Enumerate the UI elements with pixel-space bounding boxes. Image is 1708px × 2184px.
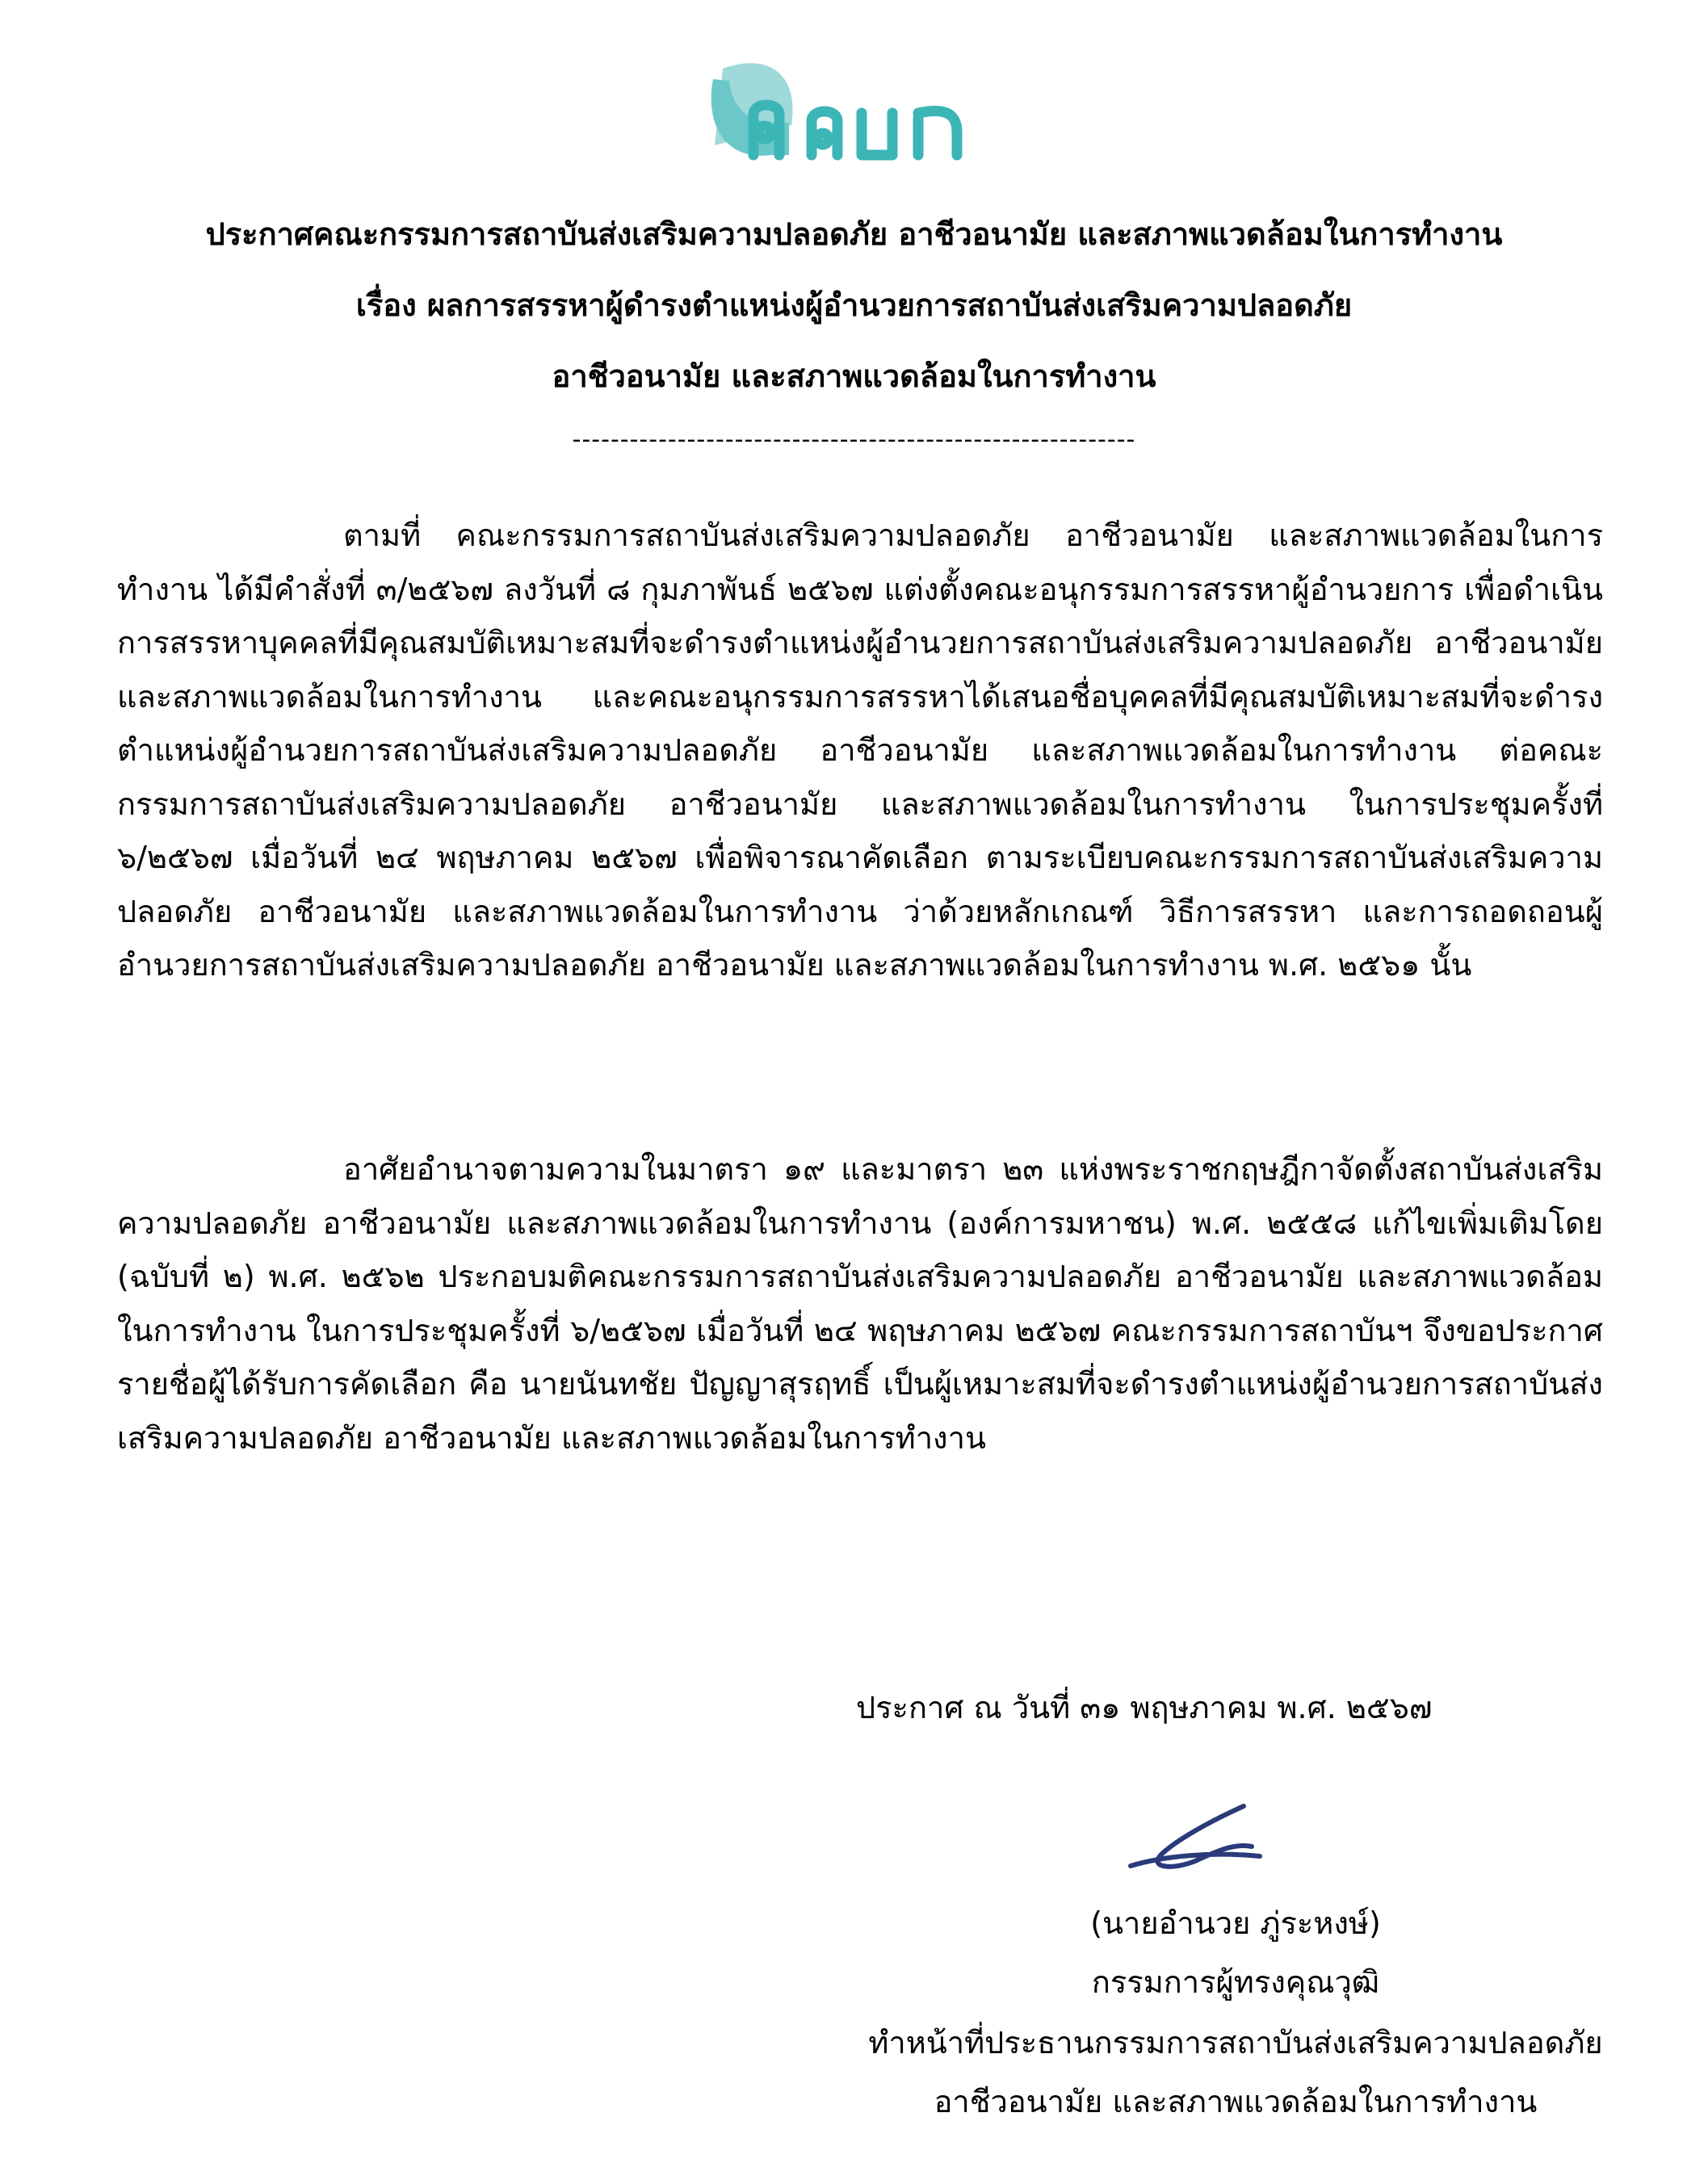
body-paragraph-2: อาศัยอำนาจตามความในมาตรา ๑๙ และมาตรา ๒๓ แห่งพระราชกฤษฎีกาจัดตั้งสถาบันส่งเสริมความปลอดภัย อาชีวอนามัย และสภาพแวดล้อมในการทำงาน (องค์การมหาชน) พ.ศ. ๒๕๕๘ แก้ไขเพิ่มเติมโดย (ฉบับที่ ๒) พ.ศ. ๒๕๖๒ ประกอบมติคณะกรรมการสถาบันส่งเสริมความปลอดภัย อาชีวอนามัย และสภาพแวดล้อมในการทำงาน ในการประชุมครั้งที่ ๖/๒๕๖๗ เมื่อวันที่ ๒๔ พฤษภาคม ๒๕๖๗ คณะกรรมการสถาบันฯ จึงขอประกาศรายชื่อผู้ได้รับการคัดเลือก คือ นายนันทชัย ปัญญาสุรฤทธิ์ เป็นผู้เหมาะสมที่จะดำรงตำแหน่งผู้อำนวยการสถาบันส่งเสริมความปลอดภัย อาชีวอนามัย และสภาพแวดล้อมในการทำงาน xyxy=(117,1151,1603,1456)
body-paragraph-1: ตามที่ คณะกรรมการสถาบันส่งเสริมความปลอดภัย อาชีวอนามัย และสภาพแวดล้อมในการทำงาน ได้มีคำสั่งที่ ๓/๒๕๖๗ ลงวันที่ ๘ กุมภาพันธ์ ๒๕๖๗ แต่งตั้งคณะอนุกรรมการสรรหาผู้อำนวยการ เพื่อดำเนินการสรรหาบุคคลที่มีคุณสมบัติเหมาะสมที่จะดำรงตำแหน่งผู้อำนวยการสถาบันส่งเสริมความปลอดภัย อาชีวอนามัย และสภาพแวดล้อมในการทำงาน และคณะอนุกรรมการสรรหาได้เสนอชื่อบุคคลที่มีคุณสมบัติเหมาะสมที่จะดำรงตำแหน่งผู้อำนวยการสถาบันส่งเสริมความปลอดภัย อาชีวอนามัย และสภาพแวดล้อมในการทำงาน ต่อคณะกรรมการสถาบันส่งเสริมความปลอดภัย อาชีวอนามัย และสภาพแวดล้อมในการทำงาน ในการประชุมครั้งที่ ๖/๒๕๖๗ เมื่อวันที่ ๒๔ พฤษภาคม ๒๕๖๗ เพื่อพิจารณาคัดเลือก ตามระเบียบคณะกรรมการสถาบันส่งเสริมความปลอดภัย อาชีวอนามัย และสภาพแวดล้อมในการทำงาน ว่าด้วยหลักเกณฑ์ วิธีการสรรหา และการถอดถอนผู้อำนวยการสถาบันส่งเสริมความปลอดภัย อาชีวอนามัย และสภาพแวดล้อมในการทำงาน พ.ศ. ๒๕๖๑ นั้น xyxy=(117,518,1603,983)
signer-role-continued: อาชีวอนามัย และสภาพแวดล้อมในการทำงาน xyxy=(934,2084,1538,2119)
handwritten-signature xyxy=(1114,1796,1276,1885)
announcement-title: ประกาศคณะกรรมการสถาบันส่งเสริมความปลอดภัย อาชีวอนามัย และสภาพแวดล้อมในการทำงาน xyxy=(205,216,1503,252)
signer-name: (นายอำนวย ภู่ระหงษ์) xyxy=(1090,1905,1381,1941)
announcement-subject: เรื่อง ผลการสรรหาผู้ดำรงตำแหน่งผู้อำนวยการสถาบันส่งเสริมความปลอดภัย xyxy=(355,287,1353,323)
signer-title: กรรมการผู้ทรงคุณวุฒิ xyxy=(1091,1964,1380,2000)
announcement-date: ประกาศ ณ วันที่ ๓๑ พฤษภาคม พ.ศ. ๒๕๖๗ xyxy=(856,1690,1433,1725)
organization-logo xyxy=(690,48,997,178)
announcement-subject-continued: อาชีวอนามัย และสภาพแวดล้อมในการทำงาน xyxy=(552,358,1156,394)
divider-dashes: ----------------------------------------------------------- xyxy=(572,425,1136,454)
signer-role: ทำหน้าที่ประธานกรรมการสถาบันส่งเสริมความปลอดภัย xyxy=(868,2025,1603,2060)
